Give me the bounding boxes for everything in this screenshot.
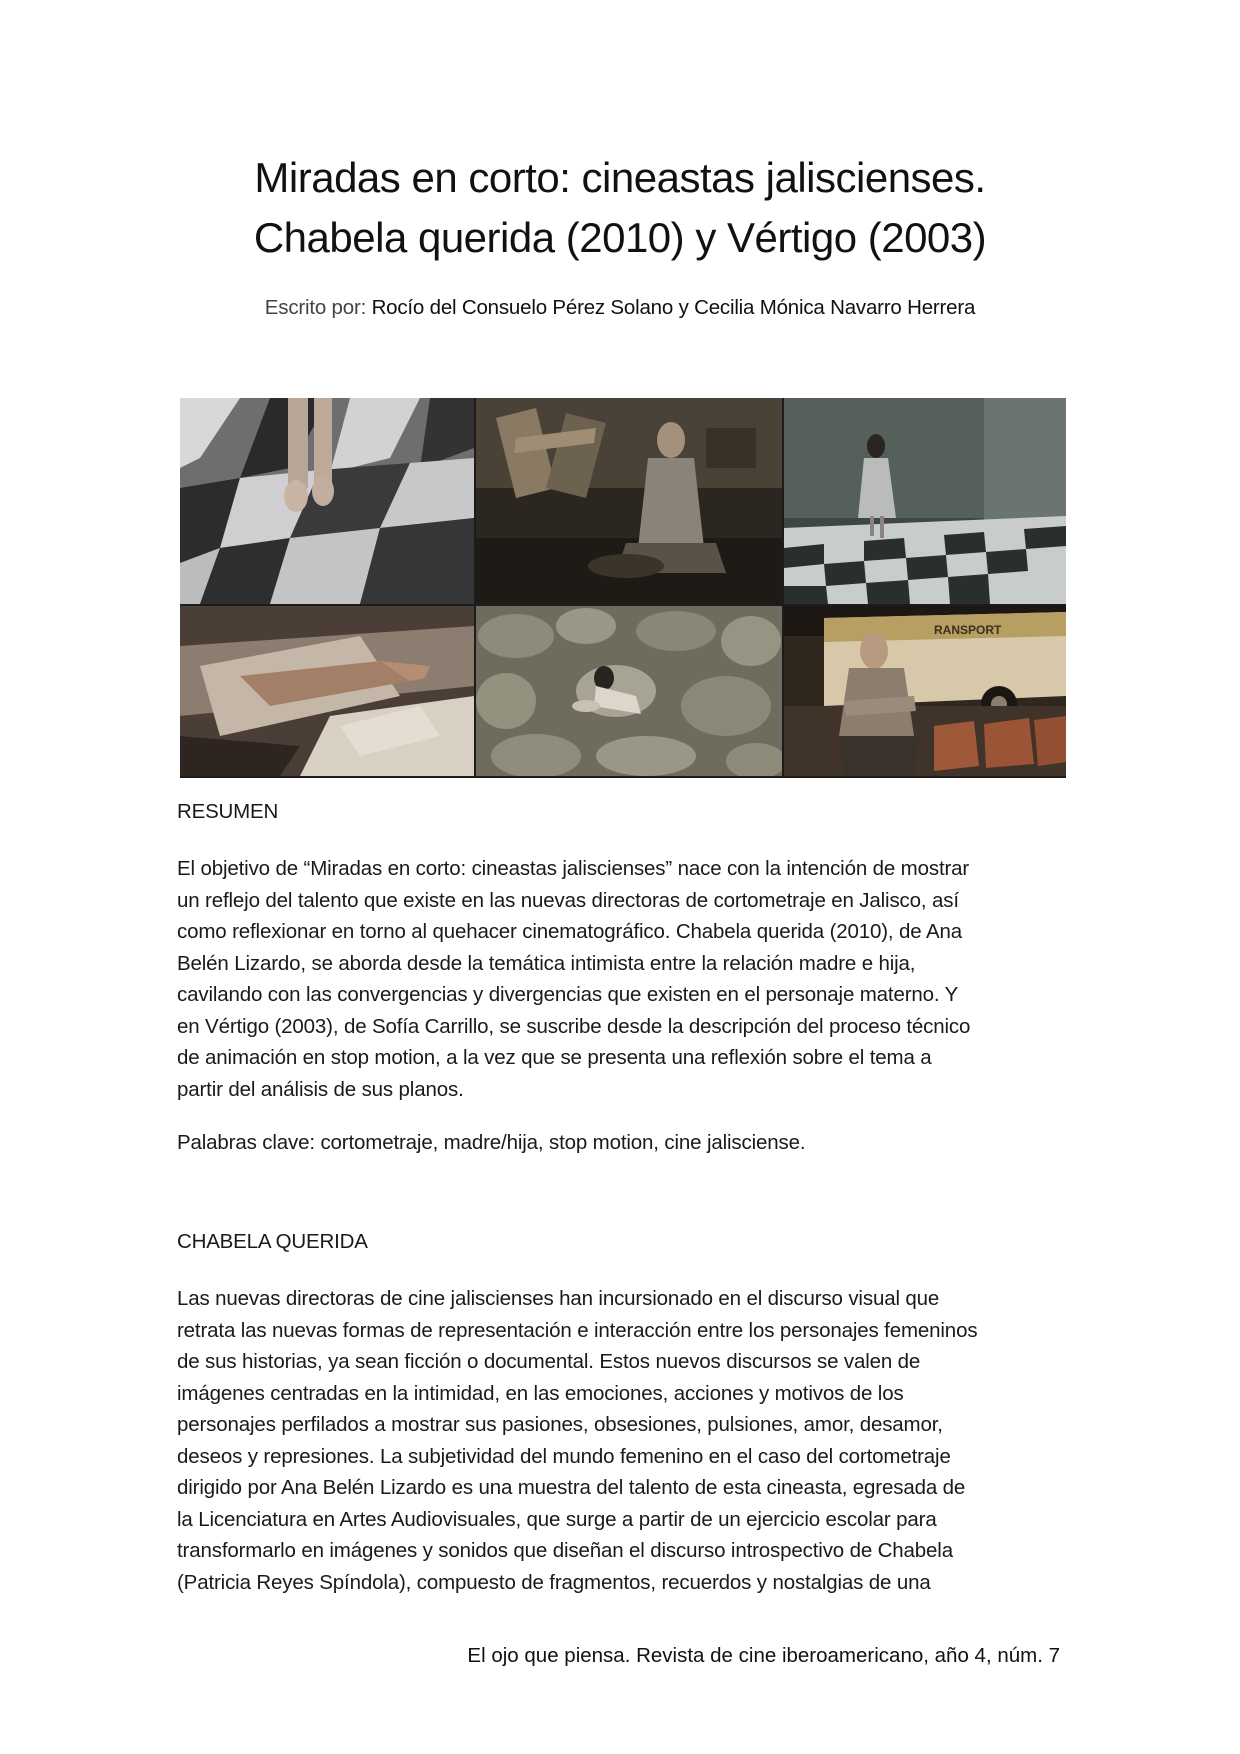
still-girl-checkered-floor — [784, 398, 1066, 604]
byline — [0, 296, 1240, 320]
chabela-line: (Patricia Reyes Spíndola), compuesto de fragmentos, recuerdos y nostalgias de una — [177, 1570, 931, 1594]
resumen-line: en Vértigo (2003), de Sofía Carrillo, se suscribe desde la descripción del proceso técnico — [177, 1014, 971, 1038]
chabela-line: retrata las nuevas formas de representación e interacción entre los personajes femeninos — [177, 1318, 978, 1342]
chabela-line: personajes perfilados a mostrar sus pasiones, obsesiones, pulsiones, amor, desamor, — [177, 1413, 943, 1436]
resumen-line: partir del análisis de sus planos. — [177, 1077, 464, 1101]
film-stills-collage — [180, 398, 1066, 778]
journal-footer: El ojo que piensa. Revista de cine iberoamericano, año 4, núm. 7 — [467, 1644, 1060, 1667]
resumen-paragraph — [177, 853, 1057, 1105]
bus-sign-text: RANSPORT — [934, 623, 1002, 637]
resumen-line: un reflejo del talento que existe en las nuevas directoras de cortometraje en Jalisco, así — [177, 888, 959, 912]
byline-label: Escrito por: — [264, 296, 367, 319]
still-bus-station — [784, 606, 1066, 776]
chabela-line: imágenes centradas en la intimidad, en las emociones, acciones y motivos de los — [177, 1381, 904, 1405]
resumen-line: como reflexionar en torno al quehacer cinematográfico. Chabela querida (2010), de Ana — [177, 920, 962, 943]
keywords: Palabras clave: cortometraje, madre/hija, stop motion, cine jalisciense. — [177, 1131, 806, 1154]
still-hand-on-paper — [180, 606, 474, 776]
chabela-line: de sus historias, ya sean ficción o documental. Estos nuevos discursos se valen de — [177, 1350, 921, 1373]
article-title — [0, 148, 1240, 268]
resumen-line: Belén Lizardo, se aborda desde la temática intimista entre la relación madre e hija, — [177, 951, 916, 975]
byline-authors: Rocío del Consuelo Pérez Solano y Cecilia Mónica Navarro Herrera — [371, 296, 976, 319]
heading-chabela-querida: CHABELA QUERIDA — [177, 1230, 368, 1253]
resumen-line: cavilando con las convergencias y divergencias que existen en el personaje materno. Y — [177, 983, 959, 1006]
chabela-line: Las nuevas directoras de cine jaliscienses han incursionado en el discurso visual que — [177, 1287, 940, 1310]
still-kneeling-woman — [476, 398, 782, 604]
title-line-2: Chabela querida (2010) y Vértigo (2003) — [253, 214, 987, 261]
chabela-paragraph — [177, 1283, 1057, 1598]
resumen-line: de animación en stop motion, a la vez que se presenta una reflexión sobre el tema a — [177, 1046, 932, 1069]
chabela-line: deseos y represiones. La subjetividad del mundo femenino en el caso del cortometraje — [177, 1444, 951, 1468]
still-stone-bodies — [476, 606, 782, 776]
chabela-line: dirigido por Ana Belén Lizardo es una muestra del talento de esta cineasta, egresada de — [177, 1476, 966, 1499]
heading-resumen: RESUMEN — [177, 800, 279, 823]
chabela-line: la Licenciatura en Artes Audiovisuales, que surge a partir de un ejercicio escolar para — [177, 1507, 937, 1531]
resumen-line: El objetivo de “Miradas en corto: cineastas jaliscienses” nace con la intención de mostrar — [177, 857, 970, 880]
still-hanging-feet — [180, 398, 474, 604]
title-line-1: Miradas en corto: cineastas jaliscienses. — [254, 154, 986, 201]
chabela-line: transformarlo en imágenes y sonidos que diseñan el discurso introspectivo de Chabela — [177, 1539, 953, 1562]
